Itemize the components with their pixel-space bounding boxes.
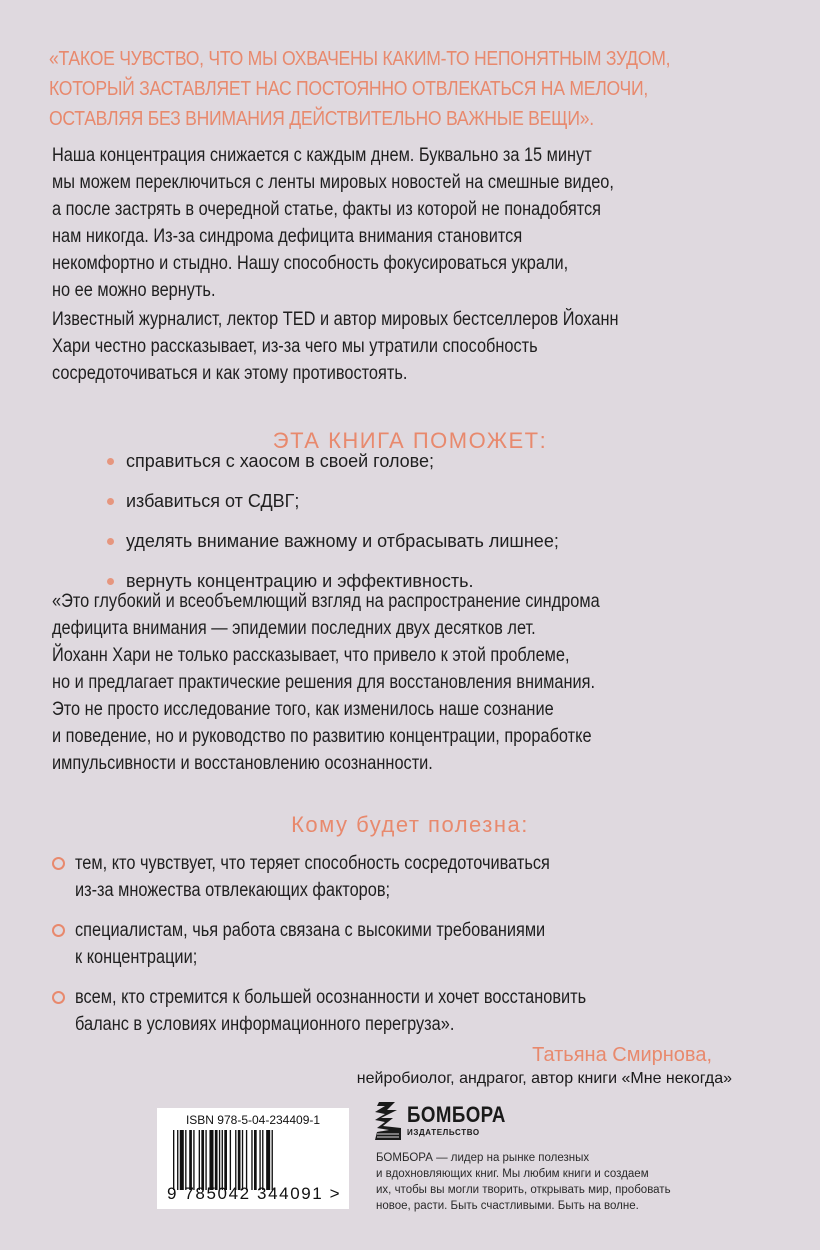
barcode-bar <box>201 1130 204 1190</box>
reviewer-credentials: нейробиолог, андрагог, автор книги «Мне некогда» <box>356 1070 732 1087</box>
text-line: сосредоточиваться и как этому противостоять. <box>52 363 408 384</box>
list-item <box>52 984 669 1038</box>
barcode-bar <box>189 1130 192 1190</box>
text-line: некомфортно и стыдно. Нашу способность фокусироваться украли, <box>52 253 569 274</box>
list-item-text: к концентрации; <box>75 947 198 968</box>
barcode-bars <box>173 1130 323 1190</box>
isbn-label: ISBN 978-5-04-234409-1 <box>185 1113 321 1127</box>
bombora-wave-icon <box>373 1100 403 1142</box>
barcode-bar <box>219 1130 220 1190</box>
isbn-barcode <box>157 1108 349 1209</box>
barcode-bar <box>254 1130 257 1190</box>
bullet-ring-icon <box>52 924 65 937</box>
list-item <box>107 441 559 481</box>
list-item-text: избавиться от СДВГ; <box>126 490 300 511</box>
barcode-bar <box>205 1130 206 1190</box>
reviewer-name: Татьяна Смирнова, <box>532 1044 712 1066</box>
benefits-list <box>107 441 559 601</box>
text-line: Наша концентрация снижается с каждым днем. Буквально за 15 минут <box>52 145 592 166</box>
list-item <box>107 481 559 521</box>
list-item-text: баланс в условиях информационного перегруза». <box>75 1014 455 1035</box>
barcode-bar <box>222 1130 223 1190</box>
text-line: но и предлагает практические решения для восстановления внимания. <box>52 672 595 693</box>
list-item-text: тем, кто чувствует, что теряет способность сосредоточиваться <box>75 853 550 874</box>
benefits-heading: ЭТА КНИГА ПОМОЖЕТ: <box>272 428 548 453</box>
text-line: новое, расти. Быть счастливыми. Быть на волне. <box>376 1200 639 1212</box>
barcode-bar <box>215 1130 218 1190</box>
text-line: Это не просто исследование того, как изменилось наше сознание <box>52 699 554 720</box>
text-line: и поведение, но и руководство по развитию концентрации, проработке <box>52 726 592 747</box>
barcode-bar <box>199 1130 200 1190</box>
barcode-bar <box>235 1130 236 1190</box>
text-line: но ее можно вернуть. <box>52 280 216 301</box>
text-line: импульсивности и восстановлению осознанности. <box>52 753 433 774</box>
headline-line: ОСТАВЛЯЯ БЕЗ ВНИМАНИЯ ДЕЙСТВИТЕЛЬНО ВАЖНЫЕ ВЕЩИ». <box>49 108 594 130</box>
text-line: БОМБОРА — лидер на рынке полезных <box>376 1152 590 1164</box>
audience-list <box>52 850 669 1051</box>
headline-quote <box>49 44 779 134</box>
barcode-bar <box>180 1130 184 1190</box>
review-paragraph <box>52 588 820 777</box>
publisher-logo <box>373 1100 513 1145</box>
barcode-bar <box>185 1130 186 1190</box>
list-item-text: из-за множества отвлекающих факторов; <box>75 880 391 901</box>
text-line: Йоханн Хари не только рассказывает, что привело к этой проблеме, <box>52 645 570 666</box>
text-line: Известный журналист, лектор TED и автор мировых бестселлеров Йоханн <box>52 309 619 330</box>
barcode-bar <box>262 1130 263 1190</box>
audience-heading: Кому будет полезна: <box>291 812 529 837</box>
barcode-bar <box>209 1130 213 1190</box>
text-line: мы можем переключиться с ленты мировых новостей на смешные видео, <box>52 172 614 193</box>
barcode-bar <box>246 1130 247 1190</box>
text-line: и вдохновляющих книг. Мы любим книги и создаем <box>376 1168 649 1180</box>
barcode-bar <box>259 1130 260 1190</box>
list-item <box>52 850 669 904</box>
bullet-dot-icon <box>107 538 114 545</box>
list-item-text: справиться с хаосом в своей голове; <box>126 450 435 471</box>
list-item-text: уделять внимание важному и отбрасывать лишнее; <box>126 530 559 551</box>
headline-line: КОТОРЫЙ ЗАСТАВЛЯЕТ НАС ПОСТОЯННО ОТВЛЕКАТЬСЯ НА МЕЛОЧИ, <box>49 78 649 100</box>
list-item <box>107 521 559 561</box>
bullet-ring-icon <box>52 991 65 1004</box>
list-item-text: специалистам, чья работа связана с высокими требованиями <box>75 920 546 941</box>
barcode-bar <box>173 1130 174 1190</box>
list-item-text: вернуть концентрацию и эффективность. <box>126 570 474 591</box>
text-line: «Это глубокий и всеобъемлющий взгляд на распространение синдрома <box>52 591 600 612</box>
text-line: их, чтобы вы могли творить, открывать мир, пробовать <box>376 1184 671 1196</box>
barcode-bar <box>193 1130 194 1190</box>
bullet-ring-icon <box>52 857 65 870</box>
barcode-digits: 9 785042 344091 > <box>167 1184 342 1203</box>
text-line: дефицита внимания — эпидемии последних двух десятков лет. <box>52 618 536 639</box>
bullet-dot-icon <box>107 578 114 585</box>
text-line: Хари честно рассказывает, из-за чего мы утратили способность <box>52 336 538 357</box>
barcode-bar <box>224 1130 227 1190</box>
list-item-text: всем, кто стремится к большей осознанности и хочет восстановить <box>75 987 587 1008</box>
barcode-bar <box>242 1130 243 1190</box>
list-item <box>52 917 669 971</box>
text-line: нам никогда. Из-за синдрома дефицита внимания становится <box>52 226 523 247</box>
text-line: а после застрять в очередной статье, факты из которой не понадобятся <box>52 199 602 220</box>
publisher-logo-subtitle: ИЗДАТЕЛЬСТВО <box>407 1128 480 1137</box>
bullet-dot-icon <box>107 498 114 505</box>
headline-line: «ТАКОЕ ЧУВСТВО, ЧТО МЫ ОХВАЧЕНЫ КАКИМ-ТО НЕПОНЯТНЫМ ЗУДОМ, <box>49 48 671 70</box>
barcode-bar <box>238 1130 241 1190</box>
barcode-bar <box>230 1130 231 1190</box>
barcode-bar <box>251 1130 252 1190</box>
publisher-logo-name: БОМБОРА <box>407 1102 506 1127</box>
publisher-about <box>376 1150 671 1214</box>
barcode-bar <box>177 1130 178 1190</box>
bullet-dot-icon <box>107 458 114 465</box>
intro-paragraph <box>52 142 740 304</box>
barcode-bar <box>272 1130 273 1190</box>
author-intro-paragraph <box>52 306 757 387</box>
barcode-bar <box>266 1130 270 1190</box>
